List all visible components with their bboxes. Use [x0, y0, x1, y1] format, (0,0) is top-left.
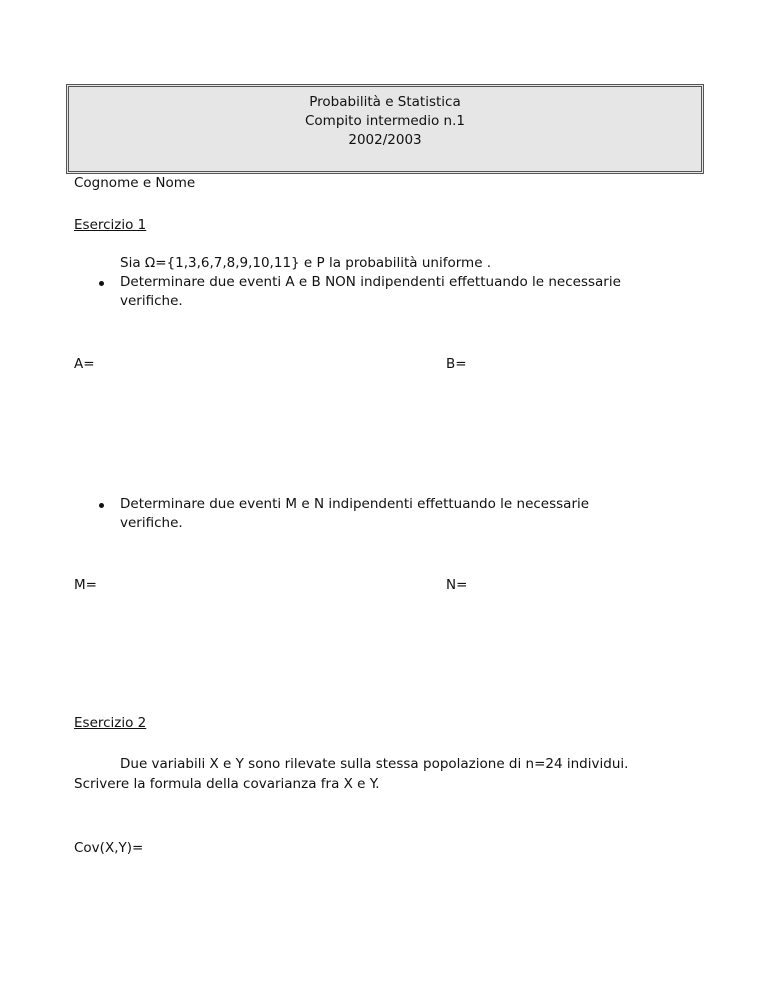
- label-m: M=: [74, 577, 97, 593]
- exercise-2-text-line-1: Due variabili X e Y sono rilevate sulla stessa popolazione di n=24 individui.: [120, 756, 629, 772]
- exam-title: Compito intermedio n.1: [305, 113, 465, 129]
- bullet-icon: [99, 281, 104, 286]
- label-b: B=: [446, 356, 467, 372]
- header-box: [66, 84, 704, 174]
- course-title: Probabilità e Statistica: [309, 94, 461, 110]
- exercise-2-title: Esercizio 2: [74, 715, 147, 731]
- exercise-1-intro: Sia Ω={1,3,6,7,8,9,10,11} e P la probabilità uniforme .: [120, 255, 492, 271]
- label-a: A=: [74, 356, 95, 372]
- name-label: Cognome e Nome: [74, 175, 196, 191]
- bullet-2-line-2: verifiche.: [120, 515, 183, 531]
- bullet-icon: [99, 503, 104, 508]
- bullet-1-line-1: Determinare due eventi A e B NON indipendenti effettuando le necessarie: [120, 274, 621, 290]
- label-covariance: Cov(X,Y)=: [74, 840, 144, 856]
- bullet-1-line-2: verifiche.: [120, 293, 183, 309]
- label-n: N=: [446, 577, 468, 593]
- bullet-2-line-1: Determinare due eventi M e N indipendenti effettuando le necessarie: [120, 496, 590, 512]
- exercise-1-title: Esercizio 1: [74, 217, 147, 233]
- exercise-2-text-line-2: Scrivere la formula della covarianza fra X e Y.: [74, 776, 380, 792]
- academic-year: 2002/2003: [348, 132, 422, 148]
